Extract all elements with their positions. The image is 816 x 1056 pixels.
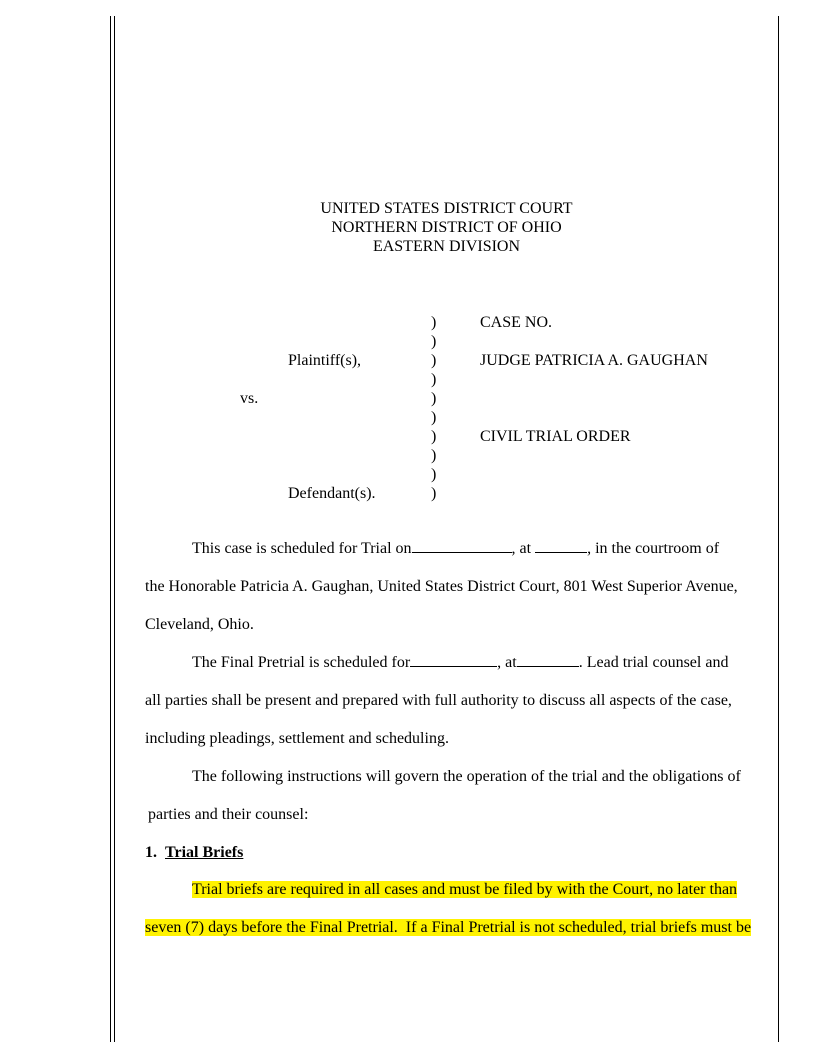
trial-briefs-line1: Trial briefs are required in all cases and must be filed by with the Court, no later than	[192, 881, 738, 898]
trial-schedule-line3: Cleveland, Ohio.	[145, 616, 254, 633]
division-name: EASTERN DIVISION	[372, 238, 521, 255]
trial-time-blank	[535, 539, 587, 553]
pretrial-time-blank	[517, 653, 579, 667]
section-trial-briefs-heading	[145, 843, 750, 862]
pretrial-schedule-line1: The Final Pretrial is scheduled for , at . Lead trial counsel and	[192, 654, 729, 671]
instructions-line2: parties and their counsel:	[148, 806, 309, 823]
left-margin-rule-inner	[114, 16, 115, 1042]
section-number: 1.	[145, 844, 157, 861]
defendant-label: Defendant(s).	[288, 485, 376, 502]
district-name: NORTHERN DISTRICT OF OHIO	[331, 219, 562, 236]
case-number-label: CASE NO.	[480, 314, 553, 331]
plaintiff-label: Plaintiff(s),	[288, 352, 362, 369]
pretrial-date-blank	[410, 653, 497, 667]
court-name: UNITED STATES DISTRICT COURT	[320, 200, 573, 217]
order-title: CIVIL TRIAL ORDER	[480, 428, 631, 445]
trial-schedule-line1: This case is scheduled for Trial on , at , in the courtroom of	[192, 540, 720, 557]
section-title: Trial Briefs	[165, 844, 244, 861]
instructions-line1: The following instructions will govern the operation of the trial and the obligations of	[192, 768, 741, 785]
trial-briefs-line2: seven (7) days before the Final Pretrial. If a Final Pretrial is not scheduled, trial briefs must be	[145, 919, 752, 936]
pretrial-schedule-line2: all parties shall be present and prepared with full authority to discuss all aspects of the case,	[145, 692, 732, 709]
trial-schedule-line2: the Honorable Patricia A. Gaughan, United States District Court, 801 West Superior Avenue,	[145, 578, 738, 595]
trial-date-blank	[412, 539, 512, 553]
pretrial-schedule-line3: including pleadings, settlement and scheduling.	[145, 730, 449, 747]
judge-name: JUDGE PATRICIA A. GAUGHAN	[480, 352, 708, 369]
left-margin-rule-outer	[110, 16, 111, 1042]
versus-label: vs.	[240, 390, 259, 407]
